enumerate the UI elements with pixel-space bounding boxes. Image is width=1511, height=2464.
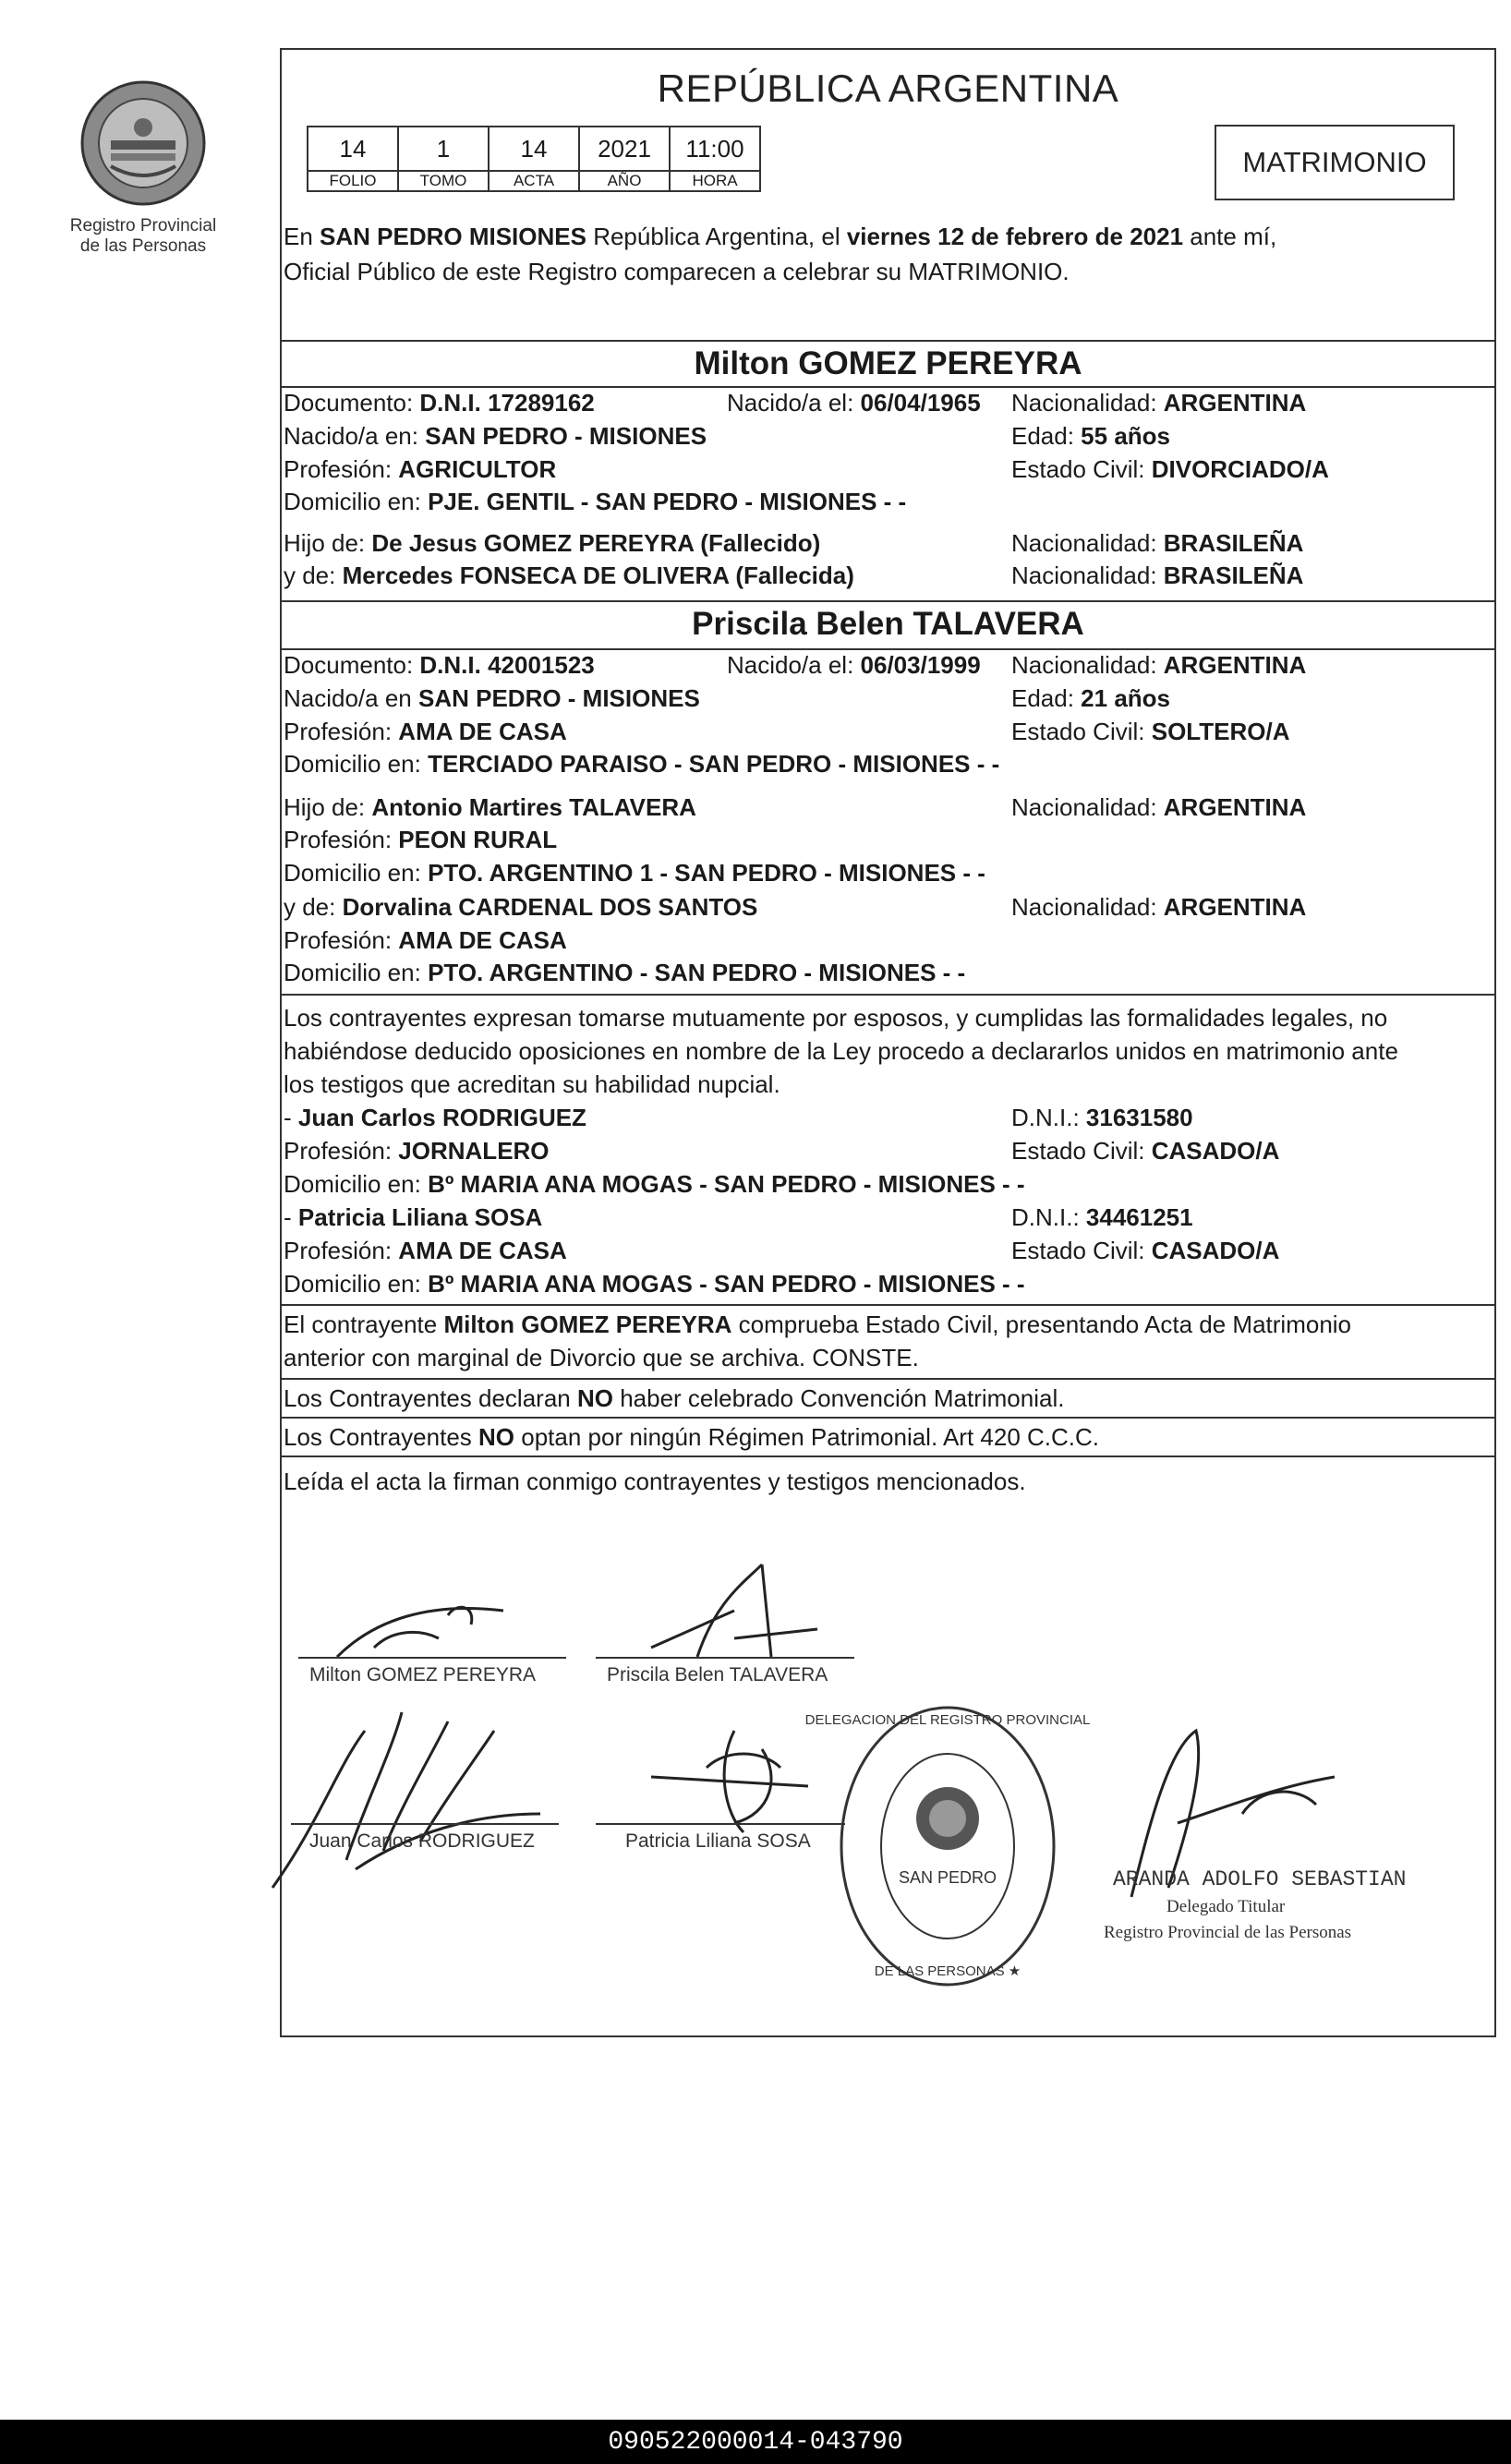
groom-row-mother: y de: Mercedes FONSECA DE OLIVERA (Fallecida) Nacionalidad: BRASILEÑA (284, 562, 1304, 589)
official-name: ARANDA ADOLFO SEBASTIAN (1113, 1867, 1407, 1891)
witness-2-profession-row: Profesión: AMA DE CASA Estado Civil: CASADO/A (284, 1237, 1280, 1264)
groom-row-birthplace: Nacido/a en: SAN PEDRO - MISIONES Edad: 55 años (284, 422, 1170, 450)
groom-row-father: Hijo de: De Jesus GOMEZ PEREYRA (Fallecido) Nacionalidad: BRASILEÑA (284, 529, 1304, 557)
svg-text:DELEGACION DEL REGISTRO PROVIN: DELEGACION DEL REGISTRO PROVINCIAL (804, 1712, 1091, 1728)
logo-caption: Registro Provincial de las Personas (69, 216, 217, 256)
bride-row-father-profession: Profesión: PEON RURAL (284, 826, 558, 853)
closing-statement: Leída el acta la firman conmigo contrayentes y testigos mencionados. (284, 1468, 1026, 1495)
declaration-line-2: habiéndose deducido oposiciones en nombre de la Ley procedo a declararlos unidos en matrimonio ante (284, 1037, 1398, 1065)
bride-row-birthplace: Nacido/a en SAN PEDRO - MISIONES Edad: 21 años (284, 684, 1170, 712)
province-emblem-icon (74, 74, 212, 212)
bride-row-doc: Documento: D.N.I. 42001523 Nacido/a el: 06/03/1999 Nacionalidad: ARGENTINA (284, 651, 1307, 679)
hour-label: HORA (670, 171, 760, 191)
bride-signature-caption: Priscila Belen TALAVERA (607, 1664, 828, 1685)
declaration-line-1: Los contrayentes expresan tomarse mutuamente por esposos, y cumplidas las formalidades legales, no (284, 1004, 1388, 1032)
groom-row-profession: Profesión: AGRICULTOR Estado Civil: DIVORCIADO/A (284, 455, 1329, 483)
witness-1-address-row: Domicilio en: Bº MARIA ANA MOGAS - SAN PEDRO - MISIONES - - (284, 1170, 1025, 1198)
bride-row-father-address: Domicilio en: PTO. ARGENTINO 1 - SAN PEDRO - MISIONES - - (284, 859, 985, 887)
registry-logo (46, 74, 240, 257)
acta-value: 14 (489, 127, 579, 171)
groom-signature-caption: Milton GOMEZ PEREYRA (309, 1664, 537, 1685)
witness-2-signature (623, 1712, 845, 1842)
year-label: AÑO (579, 171, 670, 191)
act-type-box: MATRIMONIO (1215, 125, 1455, 200)
witness-2-address-row: Domicilio en: Bº MARIA ANA MOGAS - SAN PEDRO - MISIONES - - (284, 1270, 1025, 1298)
hour-value: 11:00 (670, 127, 760, 171)
declaration-line-3: los testigos que acreditan su habilidad nupcial. (284, 1070, 780, 1098)
acta-label: ACTA (489, 171, 579, 191)
groom-row-address: Domicilio en: PJE. GENTIL - SAN PEDRO - MISIONES - - (284, 488, 907, 515)
regime-statement: Los Contrayentes NO optan por ningún Régimen Patrimonial. Art 420 C.C.C. (284, 1423, 1100, 1451)
tomo-label: TOMO (398, 171, 489, 191)
bride-row-address: Domicilio en: TERCIADO PARAISO - SAN PEDRO - MISIONES - - (284, 750, 1000, 778)
bride-row-mother-profession: Profesión: AMA DE CASA (284, 926, 567, 954)
groom-name-heading: Milton GOMEZ PEREYRA (694, 345, 1082, 381)
delegation-seal (804, 1698, 1091, 1994)
bride-row-mother: y de: Dorvalina CARDENAL DOS SANTOS Nacionalidad: ARGENTINA (284, 893, 1307, 921)
note-line-1: El contrayente Milton GOMEZ PEREYRA comprueba Estado Civil, presentando Acta de Matrimonio (284, 1311, 1352, 1338)
witness-1-signature-caption: Juan Carlos RODRIGUEZ (309, 1830, 535, 1852)
official-title: Delegado Titular (1166, 1897, 1286, 1916)
intro-line-1: En SAN PEDRO MISIONES República Argentina, el viernes 12 de febrero de 2021 ante mí, (284, 223, 1277, 250)
folio-value: 14 (308, 127, 398, 171)
bride-row-mother-address: Domicilio en: PTO. ARGENTINO - SAN PEDRO - MISIONES - - (284, 959, 966, 986)
official-office: Registro Provincial de las Personas (1104, 1923, 1352, 1942)
bride-row-father: Hijo de: Antonio Martires TALAVERA Nacionalidad: ARGENTINA (284, 793, 1307, 821)
note-line-2: anterior con marginal de Divorcio que se archiva. CONSTE. (284, 1344, 919, 1371)
convention-statement: Los Contrayentes declaran NO haber celebrado Convención Matrimonial. (284, 1384, 1065, 1412)
bride-row-profession: Profesión: AMA DE CASA Estado Civil: SOLTERO/A (284, 718, 1290, 745)
seal-center-text: SAN PEDRO (898, 1868, 997, 1887)
tomo-value: 1 (398, 127, 489, 171)
witness-1-signature (263, 1675, 568, 1897)
bride-signature (623, 1546, 836, 1675)
marriage-certificate-form (280, 48, 1496, 2037)
witness-2-signature-caption: Patricia Liliana SOSA (625, 1830, 811, 1852)
year-value: 2021 (579, 127, 670, 171)
groom-signature (319, 1528, 522, 1675)
witness-2-name-row: - Patricia Liliana SOSA D.N.I.: 34461251 (284, 1203, 1193, 1231)
document-title: REPÚBLICA ARGENTINA (657, 66, 1119, 110)
bride-name-heading: Priscila Belen TALAVERA (692, 606, 1084, 642)
witness-1-name-row: - Juan Carlos RODRIGUEZ D.N.I.: 31631580 (284, 1104, 1193, 1131)
intro-line-2: Oficial Público de este Registro comparecen a celebrar su MATRIMONIO. (284, 258, 1070, 285)
folio-label: FOLIO (308, 171, 398, 191)
groom-row-doc: Documento: D.N.I. 17289162 Nacido/a el: 06/04/1965 Nacionalidad: ARGENTINA (284, 389, 1307, 417)
record-index-table (307, 126, 761, 192)
witness-1-profession-row: Profesión: JORNALERO Estado Civil: CASADO/A (284, 1137, 1280, 1165)
document-code-bar: 090522000014-043790 (0, 2420, 1511, 2464)
svg-text:DE LAS PERSONAS ★: DE LAS PERSONAS ★ (874, 1963, 1021, 1979)
